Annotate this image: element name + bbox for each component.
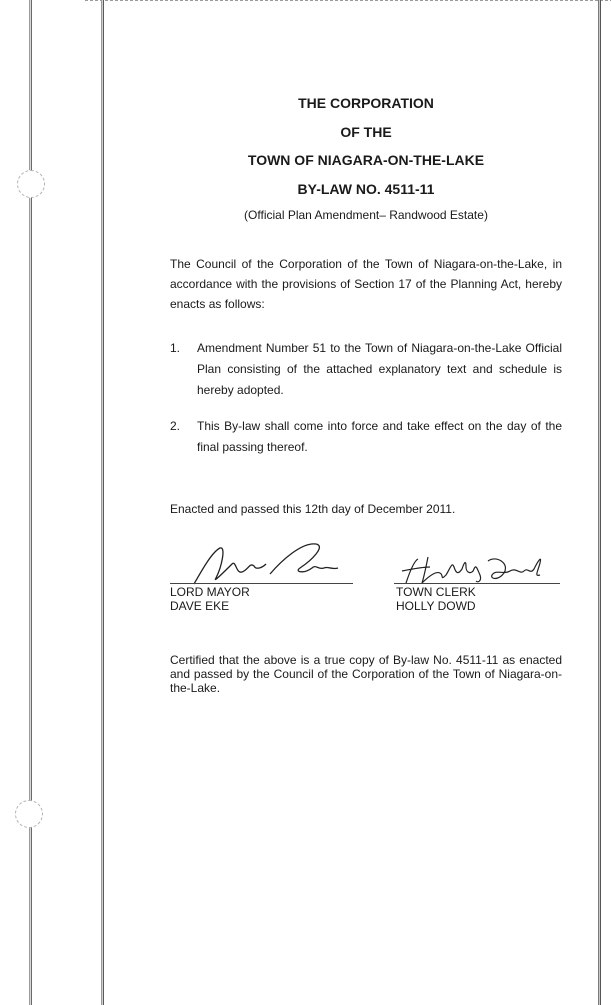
mayor-signature-icon (192, 540, 352, 586)
mayor-signature-block (170, 585, 250, 613)
enacted-statement: Enacted and passed this 12th day of December 2011. (170, 502, 456, 516)
clerk-signature-block (396, 585, 476, 613)
clerk-signature-line (394, 583, 560, 584)
heading-subtitle: (Official Plan Amendment– Randwood Estate) (244, 208, 488, 222)
item-text: Amendment Number 51 to the Town of Niagara-on-the-Lake Official Plan consisting of the attached explanatory text and schedule is hereby adopted. (197, 341, 562, 397)
mayor-name: DAVE EKE (170, 599, 230, 613)
scan-top-edge (85, 0, 611, 1)
punch-hole-top (17, 170, 45, 198)
clerk-title: TOWN CLERK (396, 585, 476, 599)
item-number: 2. (170, 419, 181, 433)
intro-paragraph: The Council of the Corporation of the Town of Niagara-on-the-Lake, in accordance with the provisions of Section 17 of the Planning Act, hereby enacts as follows: (170, 257, 562, 311)
clerk-signature-icon (400, 553, 550, 585)
heading-town: TOWN OF NIAGARA-ON-THE-LAKE (247, 152, 485, 168)
mayor-signature-line (170, 583, 353, 584)
list-item (170, 338, 562, 401)
mayor-title: LORD MAYOR (170, 585, 250, 599)
certification-statement: Certified that the above is a true copy of By-law No. 4511-11 as enacted and passed by the Council of the Corporation of the Town of Niagara-on-the-Lake. (170, 653, 562, 695)
binder-line-outer (29, 0, 32, 1005)
item-text: This By-law shall come into force and take effect on the day of the final passing thereof. (197, 419, 562, 454)
punch-hole-bottom (15, 800, 43, 828)
item-number: 1. (170, 341, 181, 355)
page-left-edge (101, 0, 104, 1005)
page-right-edge (598, 0, 601, 1005)
heading-corporation: THE CORPORATION (298, 95, 434, 111)
heading-bylaw-number: BY-LAW NO. 4511-11 (297, 181, 435, 197)
clerk-name: HOLLY DOWD (396, 599, 476, 613)
list-item (170, 416, 562, 458)
heading-of-the: OF THE (340, 124, 392, 140)
